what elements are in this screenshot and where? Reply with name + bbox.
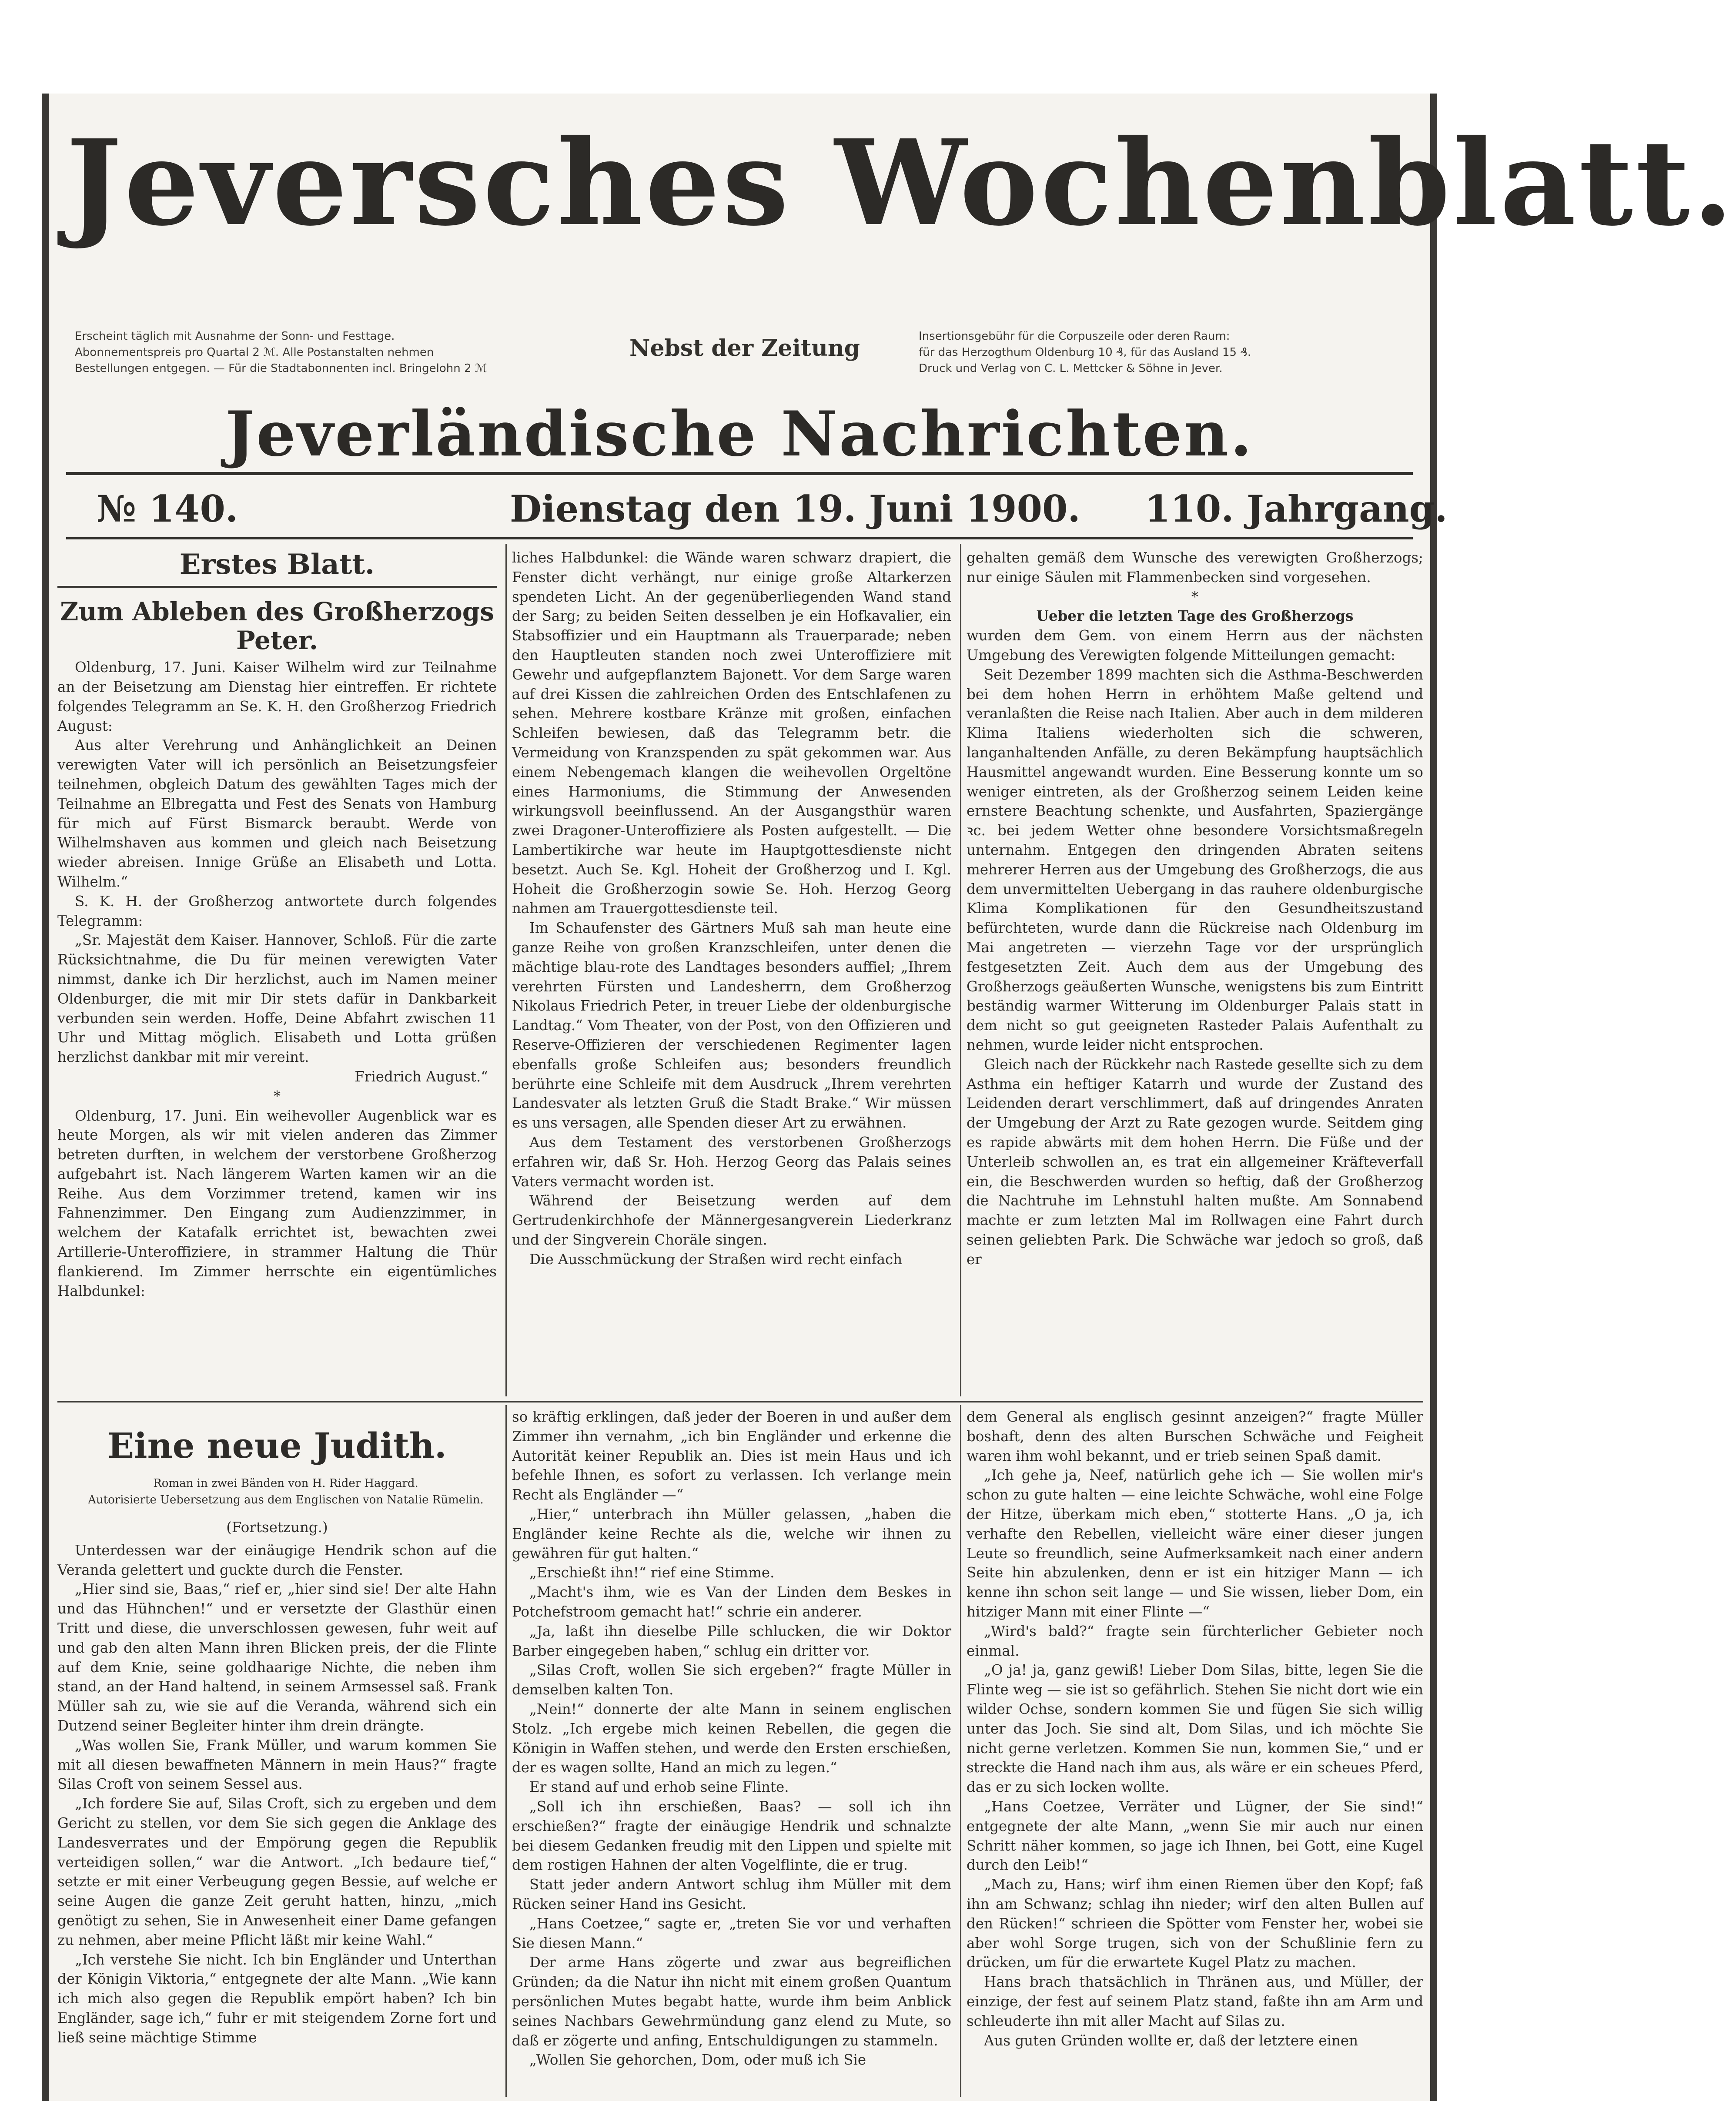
paragraph: „Ich gehe ja, Neef, natürlich gehe ich — Sie wollen mir's schon zu gute halten — eine leichte Schwäche, wohl eine Folge der Hitze, überkam mich eben,“ stotterte Hans. „O ja, ich verhafte den Rebellen, vielleicht wäre einer dieser jungen Leute so freundlich, seine Aufmerksamkeit nach einer andern Seite hin abzulenken, denn er ist ein hitziger Mann — ich kenne ihn schon seit lange — und Sie wissen, lieber Dom, ein hitziger Mann mit einer Flinte —“ [967, 1467, 1423, 1620]
paragraph: Während der Beisetzung werden auf dem Gertrudenkirchhofe der Männergesangverein Liederkranz und der Singverein Choräle singen. [512, 1192, 951, 1248]
section-title: Erstes Blatt. [179, 548, 375, 581]
volume-year: 110. Jahrgang. [1145, 487, 1448, 530]
paragraph: liches Halbdunkel: die Wände waren schwarz drapiert, die Fenster dicht verhängt, nur einige große Altarkerzen spendeten Licht. An der gegenüberliegenden Wand stand der Sarg; zu beiden Seiten desselben je ein Hofkavalier, ein Stabsoffizier und ein Hauptmann als Trauerparade; neben den Hauptleuten standen noch zwei Unteroffiziere mit Gewehr und aufgepflanztem Bajonett. Vor dem Sarge waren auf drei Kissen die zahlreichen Orden des Entschlafenen zu sehen. Mehrere kostbare Kränze mit großen, einfachen Schleifen bewiesen, daß das Telegramm betr. die Vermeidung von Kranzspenden zu spät gekommen war. Aus einem Nebengemach klangen die weihevollen Orgeltöne eines Harmoniums, die Stimmung der Anwesenden wirkungsvoll beeinflussend. An der Ausgangsthür waren zwei Dragoner-Unteroffiziere als Posten aufgestellt. — Die Lambertikirche war heute im Hauptgottesdienste nicht besetzt. Auch Se. Kgl. Hoheit der Großherzog und I. Kgl. Hoheit die Großherzogin sowie Se. Hoh. Herzog Georg nahmen am Trauergottesdienste teil. [512, 549, 951, 917]
issue-number: № 140. [97, 487, 238, 530]
novel-title: Eine neue Judith. [107, 1425, 447, 1466]
paragraph: Seit Dezember 1899 machten sich die Asthma-Beschwerden bei dem hohen Herrn in erhöhtem Maße geltend und veranlaßten die Reise nach Italien. Aber auch in dem milderen Klima Italiens wiederholten sich die schweren, langanhaltenden Anfälle, zu deren Bekämpfung hauptsächlich Hausmittel angewandt wurden. Eine Besserung konnte um so weniger eintreten, als der Großherzog seinem Leiden keine ernstere Beachtung schenkte, und Ausfahrten, Spaziergänge ꝛc. bei jedem Wetter ohne besondere Vorsichtsmaßregeln unternahm. Entgegen den dringenden Abraten seitens mehrerer Herren aus der Umgebung des Großherzogs, die aus dem unvermittelten Uebergang in das rauhere oldenburgische Klima Komplikationen für den Gesundheitszustand befürchteten, wurde dann die Rückreise nach Oldenburg im Mai angetreten — vierzehn Tage vor der ursprünglich festgesetzten Zeit. Auch dem aus der Umgebung des Großherzogs geäußerten Wunsche, wenigstens bis zum Eintritt beständig warmer Witterung im Oldenburger Palais statt in dem nicht so gut geeigneten Rasteder Palais Aufenthalt zu nehmen, wurde leider nicht entsprochen. [967, 666, 1423, 1053]
paragraph: Der arme Hans zögerte und zwar aus begreiflichen Gründen; da die Natur ihn nicht mit einem großen Quantum persönlichen Mutes begabt hatte, wurde ihm beim Anblick seines Nachbars Gewehrmündung ganz elend zu Mute, so daß er zögerte und anfing, Entschuldigungen zu stammeln. [512, 1954, 951, 2049]
novel-translation: Autorisierte Uebersetzung aus dem Englischen von Natalie Rümelin. [88, 1493, 484, 1506]
paragraph: „Ja, laßt ihn dieselbe Pille schlucken, die wir Doktor Barber eingegeben haben,“ schlug ein dritter vor. [512, 1623, 951, 1659]
signature: Friedrich August.“ [355, 1068, 488, 1085]
paragraph: Aus dem Testament des verstorbenen Großherzogs erfahren wir, daß Sr. Hoh. Herzog Georg das Palais seines Vaters vermacht worden ist. [512, 1134, 951, 1190]
paragraph: Oldenburg, 17. Juni. Ein weihevoller Augenblick war es heute Morgen, als wir mit vielen anderen das Zimmer betreten durften, in welchem der verstorbene Großherzog aufgebahrt ist. Nach längerem Warten kamen wir an die Reihe. Aus dem Vorzimmer tretend, kamen wir ins Fahnenzimmer. Den Eingang zum Audienzzimmer, in welchem der Katafalk errichtet ist, bewachten zwei Artillerie-Unteroffiziere, in strammer Haltung die Thür flankierend. Im Zimmer herrschte ein eigentümliches Halbdunkel: [57, 1107, 497, 1299]
paragraph: so kräftig erklingen, daß jeder der Boeren in und außer dem Zimmer ihn vernahm, „ich bin Engländer und erkenne die Autorität keiner Republik an. Dies ist mein Haus und ich befehle Ihnen, es sofort zu verlassen. Ich verlange mein Recht als Engländer —“ [512, 1409, 951, 1503]
paragraph: Unterdessen war der einäugige Hendrik schon auf die Veranda gelettert und guckte durch die Fenster. [57, 1542, 497, 1578]
column-separator [505, 1405, 507, 2097]
paragraph: „Sr. Majestät dem Kaiser. Hannover, Schloß. Für die zarte Rücksichtnahme, die Du für meinen verewigten Vater nimmst, danke ich Dir herzlichst, auch im Namen meiner Oldenburger, die mit mir Dir stets dafür in Dankbarkeit verbunden sein werden. Hoffe, Deine Abfahrt zwischen 11 Uhr und Mittag möglich. Elisabeth und Lotta grüßen herzlichst dankbar mit mir vereint. [57, 932, 497, 1066]
paragraph: Gleich nach der Rückkehr nach Rastede gesellte sich zu dem Asthma ein heftiger Katarrh und wurde der Zustand des Leidenden derart verschlimmert, daß auf dringendes Anraten der Umgebung der Arzt zu Rate gezogen wurde. Seitdem ging es rapide abwärts mit dem hohen Herrn. Die Füße und der Unterleib schwollen an, es trat ein allgemeiner Kräfteverfall ein, die Beschwerden wurden so heftig, daß der Großherzog die Nachtruhe im Lehnstuhl halten mußte. Am Sonnabend machte er zum letzten Mal im Rollwagen eine Fahrt durch seinen geliebten Park. Die Schwäche war jedoch so groß, daß er [967, 1056, 1423, 1268]
notice-line: Bestellungen entgegen. — Für die Stadtabonnenten incl. Bringelohn 2 ℳ [75, 362, 487, 375]
advertising-notice [919, 328, 1410, 377]
issue-date: Dienstag den 19. Juni 1900. [510, 487, 1080, 530]
column-2 [512, 548, 951, 1396]
paragraph: „Hier sind sie, Baas,“ rief er, „hier sind sie! Der alte Hahn und das Hühnchen!“ und er versetzte der Glasthür einen Tritt und diese, die unverschlossen gewesen, fuhr weit auf und gab den alten Mann ihren Blicken preis, der die Flinte auf dem Knie, seine goldhaarige Nichte, die neben ihm stand, an der Hand haltend, in seinem Armsessel saß. Frank Müller sah zu, wie sie auf die Veranda, während sich ein Dutzend seiner Begleiter hinter ihm drein drängte. [57, 1581, 497, 1734]
novel-column-1 [57, 1407, 497, 2097]
paragraph: „Ich fordere Sie auf, Silas Croft, sich zu ergeben und dem Gericht zu stellen, vor dem Sie sich gegen die Anklage des Landesverrates und der Empörung gegen die Republik verteidigen sollen,“ war die Antwort. „Ich bedaure tief,“ setzte er mit einer Verbeugung gegen Bessie, auf welche er seine Augen die ganze Zeit geruht hatten, hinzu, „mich genötigt zu sehen, Sie in Anwesenheit einer Dame gefangen zu nehmen, aber meine Pflicht läßt mir keine Wahl.“ [57, 1795, 497, 1948]
paragraph: „Was wollen Sie, Frank Müller, und warum kommen Sie mit all diesen bewaffneten Männern in mein Haus?“ fragte Silas Croft von seinem Sessel aus. [57, 1737, 497, 1793]
separator-star: * [273, 1088, 281, 1105]
rule-top [66, 472, 1413, 475]
novel-column-3 [967, 1407, 1423, 2097]
article-headline: Zum Ableben des Großherzogs Peter. [57, 586, 497, 655]
paragraph: Er stand auf und erhob seine Flinte. [529, 1779, 789, 1796]
subscription-notice [75, 328, 575, 377]
continued-note: (Fortsetzung.) [226, 1519, 328, 1536]
column-3 [967, 548, 1423, 1396]
paragraph: „Soll ich ihn erschießen, Baas? — soll ich ihn erschießen?“ fragte der einäugige Hendrik und schnalzte bei diesem Gedanken freudig mit den Lippen und spielte mit dem rostigen Hahnen der alten Vogelflinte, die er trug. [512, 1798, 951, 1874]
notice-line: Abonnementspreis pro Quartal 2 ℳ. Alle Postanstalten nehmen [75, 346, 434, 359]
paragraph: „Wird's bald?“ fragte sein fürchterlicher Gebieter noch einmal. [967, 1623, 1423, 1659]
paragraph: Die Ausschmückung der Straßen wird recht einfach [529, 1251, 903, 1268]
paragraph: „Silas Croft, wollen Sie sich ergeben?“ fragte Müller in demselben kalten Ton. [512, 1662, 951, 1698]
paragraph: „Nein!“ donnerte der alte Mann in seinem englischen Stolz. „Ich ergebe mich keinen Rebellen, die gegen die Königin in Waffen stehen, und werde den Ersten erschießen, der es wagen sollte, Hand an mich zu legen.“ [512, 1700, 951, 1776]
paragraph: Aus alter Verehrung und Anhänglichkeit an Deinen verewigten Vater will ich persönlich an Beisetzungsfeier teilnehmen, obgleich Datum des gewählten Tages mich der Teilnahme an Elbregatta und Fest des Senats von Hamburg für mich auf Fürst Bismarck beraubt. Werde von Wilhelmshaven aus kommen und gleich nach Beisetzung wieder abreisen. Innige Grüße an Elisabeth und Lotta. Wilhelm.“ [57, 737, 497, 890]
notice-line: für das Herzogthum Oldenburg 10 ₰, für das Ausland 15 ₰. [919, 346, 1251, 359]
newspaper-page [42, 94, 1736, 2101]
column-separator [960, 1405, 961, 2097]
column-separator [505, 544, 507, 1396]
column-separator [960, 544, 961, 1396]
paragraph: Im Schaufenster des Gärtners Muß sah man heute eine ganze Reihe von großen Kranzschleifen, unter denen die mächtige blau-rote des Landtages besonders auffiel; „Ihrem verehrten Fürsten und Landesherrn, dem Großherzog Nikolaus Friedrich Peter, in treuer Liebe der oldenburgische Landtag.“ Vom Theater, von der Post, von den Offizieren und Reserve-Offizieren der verschiedenen Regimenter lagen ebenfalls große Schleifen aus; besonders freundlich berührte eine Schleife mit dem Ausdruck „Ihrem verehrten Landesvater als letzten Gruß die Stadt Brake.“ Wir müssen es uns versagen, alle Spenden dieser Art zu erwähnen. [512, 920, 951, 1131]
paragraph: „O ja! ja, ganz gewiß! Lieber Dom Silas, bitte, legen Sie die Flinte weg — sie ist so gefährlich. Stehen Sie nicht dort wie ein wilder Ochse, sondern kommen Sie und fügen Sie sich willig unter das Joch. Sie sind alt, Dom Silas, und ich möchte Sie nicht gerne verletzen. Kommen Sie nun, kommen Sie,“ und er streckte die Hand nach ihm aus, als wäre er ein scheues Pferd, das er zu sich locken wollte. [967, 1662, 1423, 1796]
column-1 [57, 548, 497, 1396]
nebst-der-zeitung: Nebst der Zeitung [629, 335, 860, 361]
paragraph: dem General als englisch gesinnt anzeigen?“ fragte Müller boshaft, denn des alten Burschen Schwäche und Feigheit waren ihm wohl bekannt, und er trieb seinen Spaß damit. [967, 1409, 1423, 1464]
paragraph: Hans brach thatsächlich in Thränen aus, und Müller, der einzige, der fest auf seinem Platz stand, faßte ihn am Arm und schleuderte ihn mit aller Macht auf Silas zu. [967, 1974, 1423, 2029]
paragraph: „Macht's ihm, wie es Van der Linden dem Beskes in Potchefstroom gemacht hat!“ schrie ein anderer. [512, 1584, 951, 1620]
notice-line: Druck und Verlag von C. L. Mettcker & Söhne in Jever. [919, 362, 1223, 375]
paragraph: „Ich verstehe Sie nicht. Ich bin Engländer und Unterthan der Königin Viktoria,“ entgegnete der alte Mann. „Wie kann ich mich also gegen die Republik empört haben? Ich bin Engländer, sage ich,“ fuhr er mit steigendem Zorne fort und ließ seine mächtige Stimme [57, 1951, 497, 2046]
paragraph: Statt jeder andern Antwort schlug ihm Müller mit dem Rücken seiner Hand ins Gesicht. [512, 1876, 951, 1912]
paragraph: Oldenburg, 17. Juni. Kaiser Wilhelm wird zur Teilnahme an der Beisetzung am Dienstag hier eintreffen. Er richtete folgendes Telegramm an Se. K. H. den Großherzog Friedrich August: [57, 659, 497, 734]
paragraph: „Hans Coetzee,“ sagte er, „treten Sie vor und verhaften Sie diesen Mann.“ [512, 1915, 951, 1951]
article-subhead: Ueber die letzten Tage des Großherzogs [1036, 607, 1354, 625]
rule-under-dateline [66, 537, 1413, 539]
paragraph: „Wollen Sie gehorchen, Dom, oder muß ich Sie [529, 2052, 866, 2068]
masthead-title: Jeversches Wochenblatt. [66, 114, 1736, 252]
paragraph: „Mach zu, Hans; wirf ihm einen Riemen über den Kopf; faß ihn am Schwanz; schlag ihn nieder; wirf den alten Bullen auf den Rücken!“ schrieen die Spötter vom Fenster her, wobei sie aber wohl Sorge trugen, sich von der Schußlinie fern zu drücken, um für die erwartete Kugel Platz zu machen. [967, 1876, 1423, 1971]
novel-byline: Roman in zwei Bänden von H. Rider Haggard. [153, 1477, 418, 1490]
paragraph: gehalten gemäß dem Wunsche des verewigten Großherzogs; nur einige Säulen mit Flammenbecken sind vorgesehen. [967, 549, 1423, 586]
paragraph: „Erschießt ihn!“ rief eine Stimme. [529, 1564, 775, 1581]
paragraph: S. K. H. der Großherzog antwortete durch folgendes Telegramm: [57, 893, 497, 929]
novel-column-2 [512, 1407, 951, 2097]
masthead-subtitle: Jeverländische Nachrichten. [225, 398, 1254, 470]
notice-line: Erscheint täglich mit Ausnahme der Sonn- und Festtage. [75, 330, 395, 343]
paragraph: wurden dem Gem. von einem Herrn aus der nächsten Umgebung des Verewigten folgende Mitteilungen gemacht: [967, 627, 1423, 663]
notice-line: Insertionsgebühr für die Corpuszeile oder deren Raum: [919, 330, 1230, 343]
paragraph: Aus guten Gründen wollte er, daß der letztere einen [984, 2032, 1358, 2049]
separator-star: * [1191, 588, 1199, 605]
paragraph: „Hier,“ unterbrach ihn Müller gelassen, „haben die Engländer keine Rechte als die, welche wir ihnen zu gewähren für gut halten.“ [512, 1506, 951, 1562]
feuilleton-rule [57, 1401, 1423, 1402]
paragraph: „Hans Coetzee, Verräter und Lügner, der Sie sind!“ entgegnete der alte Mann, „wenn Sie mir auch nur einen Schritt näher kommen, so jage ich Ihnen, bei Gott, eine Kugel durch den Leib!“ [967, 1798, 1423, 1874]
